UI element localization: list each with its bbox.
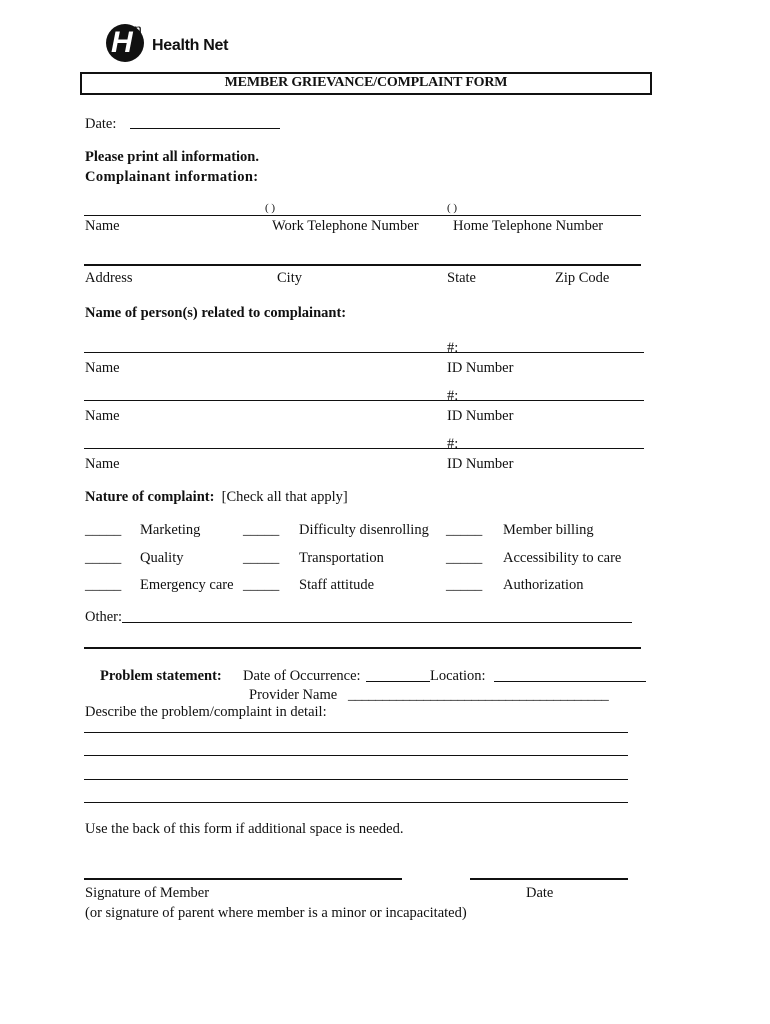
option-transportation: Transportation	[299, 550, 384, 566]
related-id-prefix-1: #:	[447, 340, 459, 356]
signature-date-label: Date	[526, 885, 554, 901]
instructions-text: Please print all information.	[85, 149, 259, 165]
signature-field[interactable]	[84, 878, 402, 880]
health-net-logo	[106, 21, 246, 68]
related-id-prefix-3: #:	[447, 436, 459, 452]
zip-label: Zip Code	[555, 270, 610, 286]
back-note: Use the back of this form if additional space is needed.	[85, 821, 404, 837]
date-occurrence-field[interactable]	[366, 681, 430, 682]
checkbox-emergency-care[interactable]: _____	[85, 577, 122, 593]
other-field[interactable]	[122, 622, 632, 623]
date-label: Date:	[85, 116, 117, 132]
form-title-box	[80, 72, 652, 95]
related-person-field-2[interactable]	[84, 400, 644, 401]
checkbox-transportation[interactable]: _____	[243, 550, 280, 566]
describe-label: Describe the problem/complaint in detail:	[85, 704, 327, 720]
related-person-field-3[interactable]	[84, 448, 644, 449]
related-name-label-3: Name	[85, 456, 120, 472]
provider-field[interactable]: ______________________________________	[348, 687, 609, 703]
related-id-label-3: ID Number	[447, 456, 514, 472]
option-accessibility-to-care: Accessibility to care	[503, 550, 622, 566]
option-marketing: Marketing	[140, 522, 201, 538]
signature-label: Signature of Member	[85, 885, 210, 901]
logo-mark-icon: H	[106, 24, 144, 62]
option-difficulty-disenrolling: Difficulty disenrolling	[299, 522, 429, 538]
signature-date-field[interactable]	[470, 878, 628, 880]
checkbox-accessibility-to-care[interactable]: _____	[446, 550, 483, 566]
home-phone-paren: ( )	[447, 202, 458, 214]
complainant-name-label: Name	[85, 218, 120, 234]
related-id-label-1: ID Number	[447, 360, 514, 376]
nature-heading-row	[85, 488, 348, 506]
complainant-address-field[interactable]	[84, 264, 641, 266]
signature-note: (or signature of parent where member is a minor or incapacitated)	[85, 905, 467, 921]
form-title: MEMBER GRIEVANCE/COMPLAINT FORM	[224, 75, 508, 90]
date-field[interactable]	[130, 128, 280, 129]
option-authorization: Authorization	[503, 577, 584, 593]
other-label: Other:	[85, 609, 123, 625]
related-name-label-2: Name	[85, 408, 120, 424]
describe-line-2[interactable]	[84, 755, 628, 756]
related-heading: Name of person(s) related to complainant:	[85, 305, 347, 321]
checkbox-staff-attitude[interactable]: _____	[243, 577, 280, 593]
nature-hint: [Check all that apply]	[221, 489, 348, 505]
provider-label: Provider Name	[249, 687, 338, 703]
problem-heading: Problem statement:	[100, 668, 222, 684]
work-phone-label: Work Telephone Number	[272, 218, 419, 234]
state-label: State	[447, 270, 476, 286]
related-name-label-1: Name	[85, 360, 120, 376]
logo-superscript: n	[134, 21, 142, 38]
logo-brand-text: Health Net	[152, 37, 229, 54]
location-field[interactable]	[494, 681, 646, 682]
describe-line-3[interactable]	[84, 779, 628, 780]
checkbox-marketing[interactable]: _____	[85, 522, 122, 538]
describe-line-1[interactable]	[84, 732, 628, 733]
other-field-line-2[interactable]	[84, 647, 641, 649]
option-quality: Quality	[140, 550, 184, 566]
option-staff-attitude: Staff attitude	[299, 577, 375, 593]
address-label: Address	[85, 270, 133, 286]
checkbox-member-billing[interactable]: _____	[446, 522, 483, 538]
date-occurrence-label: Date of Occurrence:	[243, 668, 361, 684]
checkbox-difficulty-disenrolling[interactable]: _____	[243, 522, 280, 538]
home-phone-label: Home Telephone Number	[453, 218, 604, 234]
work-phone-paren: ( )	[265, 202, 276, 214]
option-emergency-care: Emergency care	[140, 577, 234, 593]
describe-line-4[interactable]	[84, 802, 628, 803]
related-id-label-2: ID Number	[447, 408, 514, 424]
checkbox-quality[interactable]: _____	[85, 550, 122, 566]
option-member-billing: Member billing	[503, 522, 594, 538]
related-id-prefix-2: #:	[447, 388, 459, 404]
complainant-heading: Complainant information:	[85, 169, 259, 185]
checkbox-authorization[interactable]: _____	[446, 577, 483, 593]
related-person-field-1[interactable]	[84, 352, 644, 353]
location-label: Location:	[430, 668, 486, 684]
complainant-name-phone-field[interactable]	[84, 215, 641, 216]
nature-heading: Nature of complaint:	[85, 489, 215, 505]
city-label: City	[277, 270, 302, 286]
